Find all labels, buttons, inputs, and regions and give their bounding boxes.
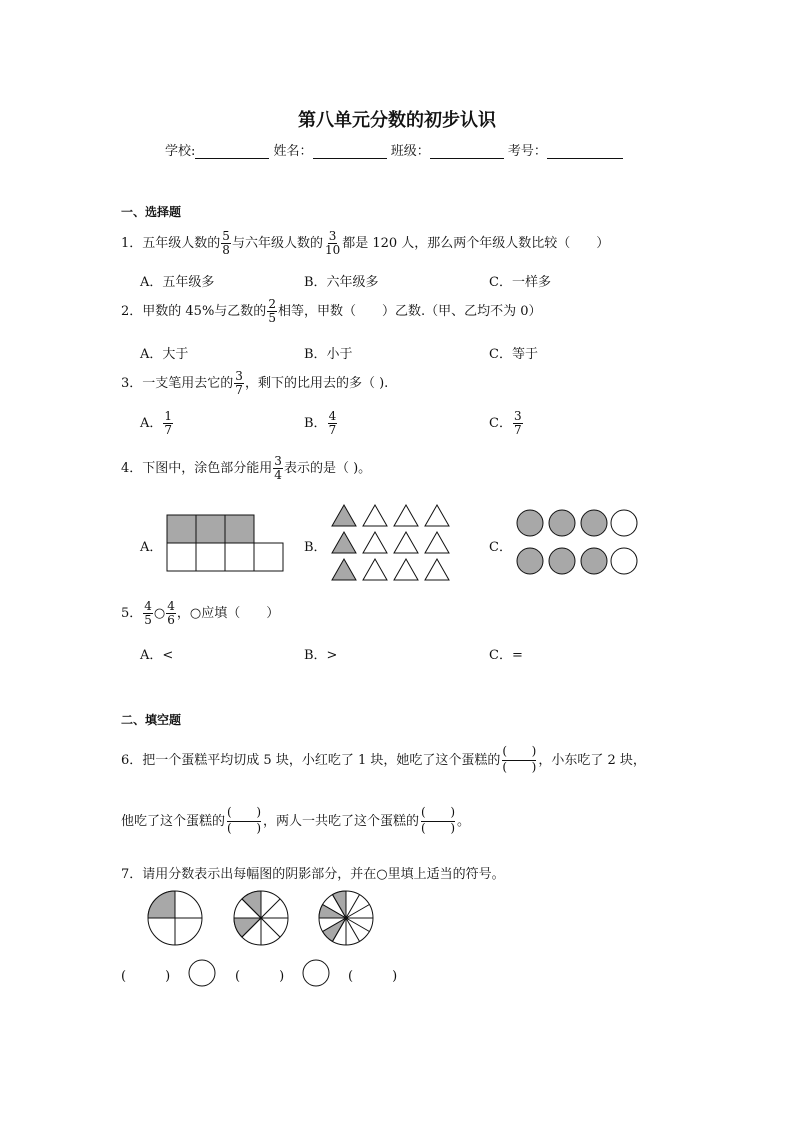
q6-number: 6． — [121, 753, 143, 768]
q2-number: 2． — [121, 304, 143, 319]
q5-fraction-2: $\frac{4}{6}$ — [167, 599, 175, 627]
q4-figure-c-circles — [517, 510, 637, 574]
q6-answer-fraction-2[interactable] — [227, 806, 261, 837]
q4-figure-b-triangles — [332, 505, 449, 580]
q3-text-a: 一支笔用去它的 — [142, 376, 234, 391]
q1-fraction-2: $\frac{3}{10}$ — [324, 229, 341, 257]
q4-text-a: 下图中，涂色部分能用 — [142, 461, 273, 476]
q6-text-a: 把一个蛋糕平均切成 5 块，小红吃了 1 块，她吃了这个蛋糕的 — [142, 753, 501, 768]
q3-number: 3． — [121, 376, 143, 391]
q7-number: 7． — [121, 867, 143, 882]
q4-number: 4． — [121, 461, 143, 476]
number-label: 考号： — [507, 144, 547, 159]
q2-option-b[interactable]: B．小于 — [304, 347, 353, 362]
q3-fraction: $\frac{3}{7}$ — [235, 369, 243, 397]
q6-text-c: 他吃了这个蛋糕的 — [121, 814, 226, 829]
q5-fraction-1: $\frac{4}{5}$ — [144, 599, 152, 627]
q3-text-b: ，剩下的比用去的多（ ). — [244, 376, 389, 391]
q2-text-a: 甲数的 45%与乙数的 — [142, 304, 267, 319]
q5-option-b[interactable]: B．> — [304, 648, 338, 663]
q7-answer-2[interactable]: ( ) — [235, 969, 285, 984]
question-5 — [121, 600, 279, 627]
q4-text-b: 表示的是（ )。 — [283, 461, 372, 476]
q1-number: 1． — [121, 236, 143, 251]
q1-text-b: 与六年级人数的 — [231, 236, 323, 251]
q7-compare-circle-2 — [303, 960, 329, 986]
q6-text-b: ，小东吃了 2 块， — [538, 753, 646, 768]
q2-text-b: 相等，甲数（ ）乙数.（甲、乙均不为 0） — [277, 304, 542, 319]
page-title: 第八单元分数的初步认识 — [298, 110, 496, 131]
q3-option-b[interactable]: B． $\frac{4}{7}$ — [304, 409, 337, 437]
q1-option-b[interactable]: B．六年级多 — [304, 275, 379, 290]
q4-option-a-label[interactable]: A． — [140, 540, 163, 555]
q6-text-e: 。 — [457, 814, 471, 829]
question-6-line-1 — [121, 745, 646, 776]
q1-option-c[interactable]: C．一样多 — [489, 275, 551, 290]
q1-text-a: 五年级人数的 — [142, 236, 221, 251]
question-7 — [121, 863, 505, 882]
q5-number: 5． — [121, 606, 143, 621]
q6-answer-fraction-3[interactable] — [421, 806, 455, 837]
q4-option-c-label[interactable]: C． — [489, 540, 512, 555]
name-label: 姓名： — [273, 144, 313, 159]
q7-answer-3[interactable]: ( ) — [348, 969, 398, 984]
section-fill-heading: 二、填空题 — [121, 713, 182, 727]
q7-pie-quarters — [148, 891, 202, 945]
q7-pie-twelfths — [319, 891, 373, 945]
class-label: 班级： — [390, 144, 430, 159]
q5-compare-circle: ○ — [153, 606, 166, 621]
q4-figure-a-grid — [167, 515, 283, 571]
q7-compare-circle-1 — [189, 960, 215, 986]
q5-option-a[interactable]: A．< — [140, 648, 174, 663]
q3-option-c[interactable]: C． $\frac{3}{7}$ — [489, 409, 522, 437]
q1-fraction-1: $\frac{5}{8}$ — [222, 229, 230, 257]
q7-text: 请用分数表示出每幅图的阴影部分，并在○里填上适当的符号。 — [142, 867, 505, 882]
q1-option-a[interactable]: A．五年级多 — [140, 275, 215, 290]
q1-text-c: 都是 120 人，那么两个年级人数比较（ ） — [342, 236, 610, 251]
q2-option-c[interactable]: C．等于 — [489, 347, 538, 362]
q7-answer-1[interactable]: ( ) — [121, 969, 171, 984]
q6-answer-fraction-1[interactable] — [502, 745, 536, 776]
q4-option-b-label[interactable]: B． — [304, 540, 327, 555]
q2-option-a[interactable]: A．大于 — [140, 347, 189, 362]
school-label: 学校: — [165, 144, 196, 159]
question-6-line-2 — [121, 806, 470, 837]
q4-fraction: $\frac{3}{4}$ — [274, 454, 282, 482]
q3-option-a[interactable]: A． $\frac{1}{7}$ — [140, 409, 173, 437]
q2-fraction: $\frac{2}{5}$ — [268, 297, 276, 325]
q5-text: ，○应填（ ） — [176, 606, 280, 621]
q5-option-c[interactable]: C．= — [489, 648, 523, 663]
q6-text-d: ，两人一共吃了这个蛋糕的 — [263, 814, 420, 829]
section-choice-heading: 一、选择题 — [121, 205, 182, 219]
q7-pie-eighths — [234, 891, 288, 945]
